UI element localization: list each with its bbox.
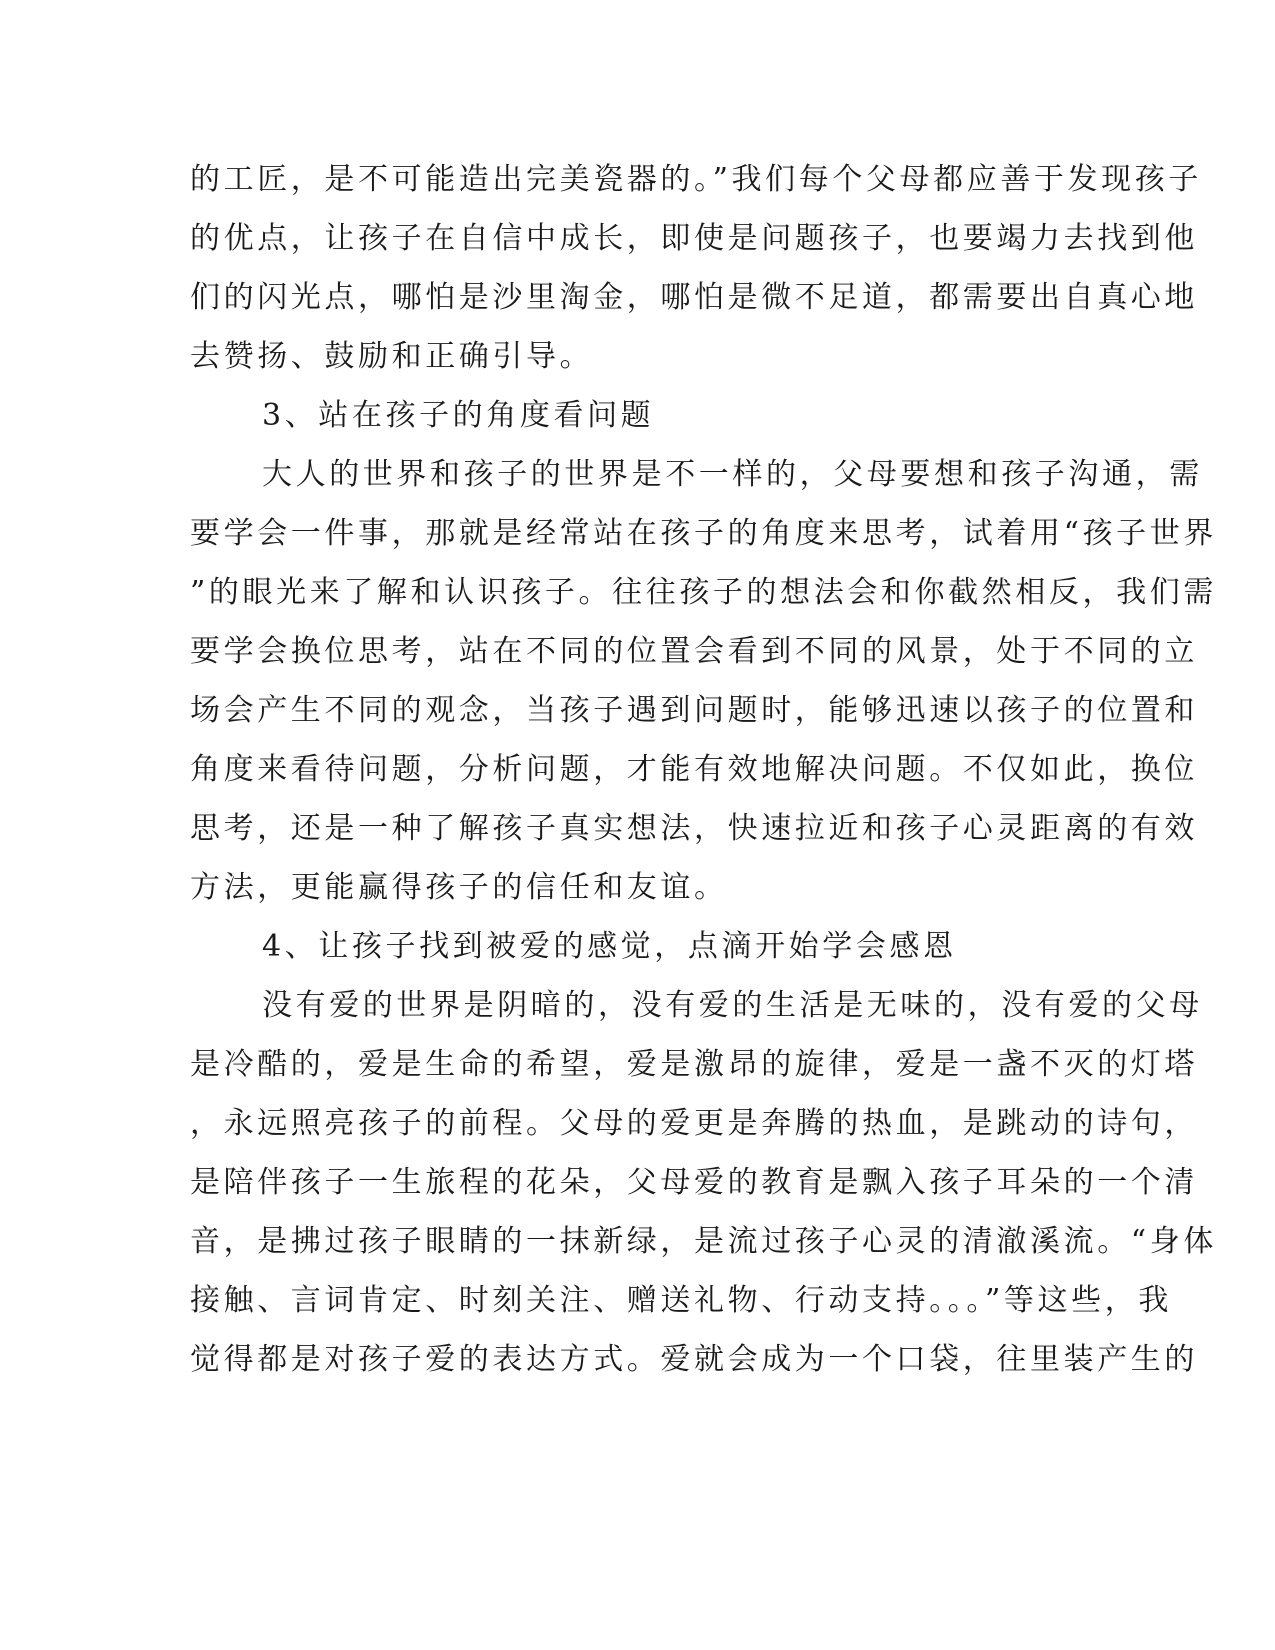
paragraph-line: 去赞扬、鼓励和正确引导。 [190, 339, 594, 374]
paragraph-line: 方法，更能赢得孩子的信任和友谊。 [190, 870, 728, 905]
paragraph-line: ，永远照亮孩子的前程。父母的爱更是奔腾的热血，是跳动的诗句， [190, 1106, 1198, 1141]
paragraph-line: 觉得都是对孩子爱的表达方式。爱就会成为一个口袋，往里装产生的 [190, 1342, 1198, 1377]
paragraph-line: 的优点，让孩子在自信中成长，即使是问题孩子，也要竭力去找到他 [190, 221, 1198, 256]
paragraph-line: 的工匠，是不可能造出完美瓷器的。”我们每个父母都应善于发现孩子 [190, 162, 1202, 197]
paragraph-line: 思考，还是一种了解孩子真实想法，快速拉近和孩子心灵距离的有效 [190, 811, 1198, 846]
paragraph-line: 音，是拂过孩子眼睛的一抹新绿，是流过孩子心灵的清澈溪流。“身体 [190, 1224, 1217, 1259]
paragraph-line: 是冷酷的，爱是生命的希望，爱是激昂的旋律，爱是一盏不灭的灯塔 [190, 1047, 1198, 1082]
paragraph-line: 接触、言词肯定、时刻关注、赠送礼物、行动支持。。。”等这些，我 [190, 1283, 1172, 1318]
paragraph-line: 们的闪光点，哪怕是沙里淘金，哪怕是微不足道，都需要出自真心地 [190, 280, 1198, 315]
section-heading: 4、让孩子找到被爱的感觉，点滴开始学会感恩 [262, 929, 957, 964]
paragraph-line: ”的眼光来了解和认识孩子。往往孩子的想法会和你截然相反，我们需 [190, 575, 1217, 610]
paragraph-line: 要学会换位思考，站在不同的位置会看到不同的风景，处于不同的立 [190, 634, 1198, 669]
paragraph-line: 场会产生不同的观念，当孩子遇到问题时，能够迅速以孩子的位置和 [190, 693, 1198, 728]
paragraph-line: 没有爱的世界是阴暗的，没有爱的生活是无味的，没有爱的父母 [262, 988, 1203, 1023]
section-heading: 3、站在孩子的角度看问题 [262, 398, 655, 433]
paragraph-line: 大人的世界和孩子的世界是不一样的，父母要想和孩子沟通，需 [262, 457, 1203, 492]
paragraph-line: 角度来看待问题，分析问题，才能有效地解决问题。不仅如此，换位 [190, 752, 1198, 787]
paragraph-line: 要学会一件事，那就是经常站在孩子的角度来思考，试着用“孩子世界 [190, 516, 1217, 551]
paragraph-line: 是陪伴孩子一生旅程的花朵，父母爱的教育是飘入孩子耳朵的一个清 [190, 1165, 1198, 1200]
